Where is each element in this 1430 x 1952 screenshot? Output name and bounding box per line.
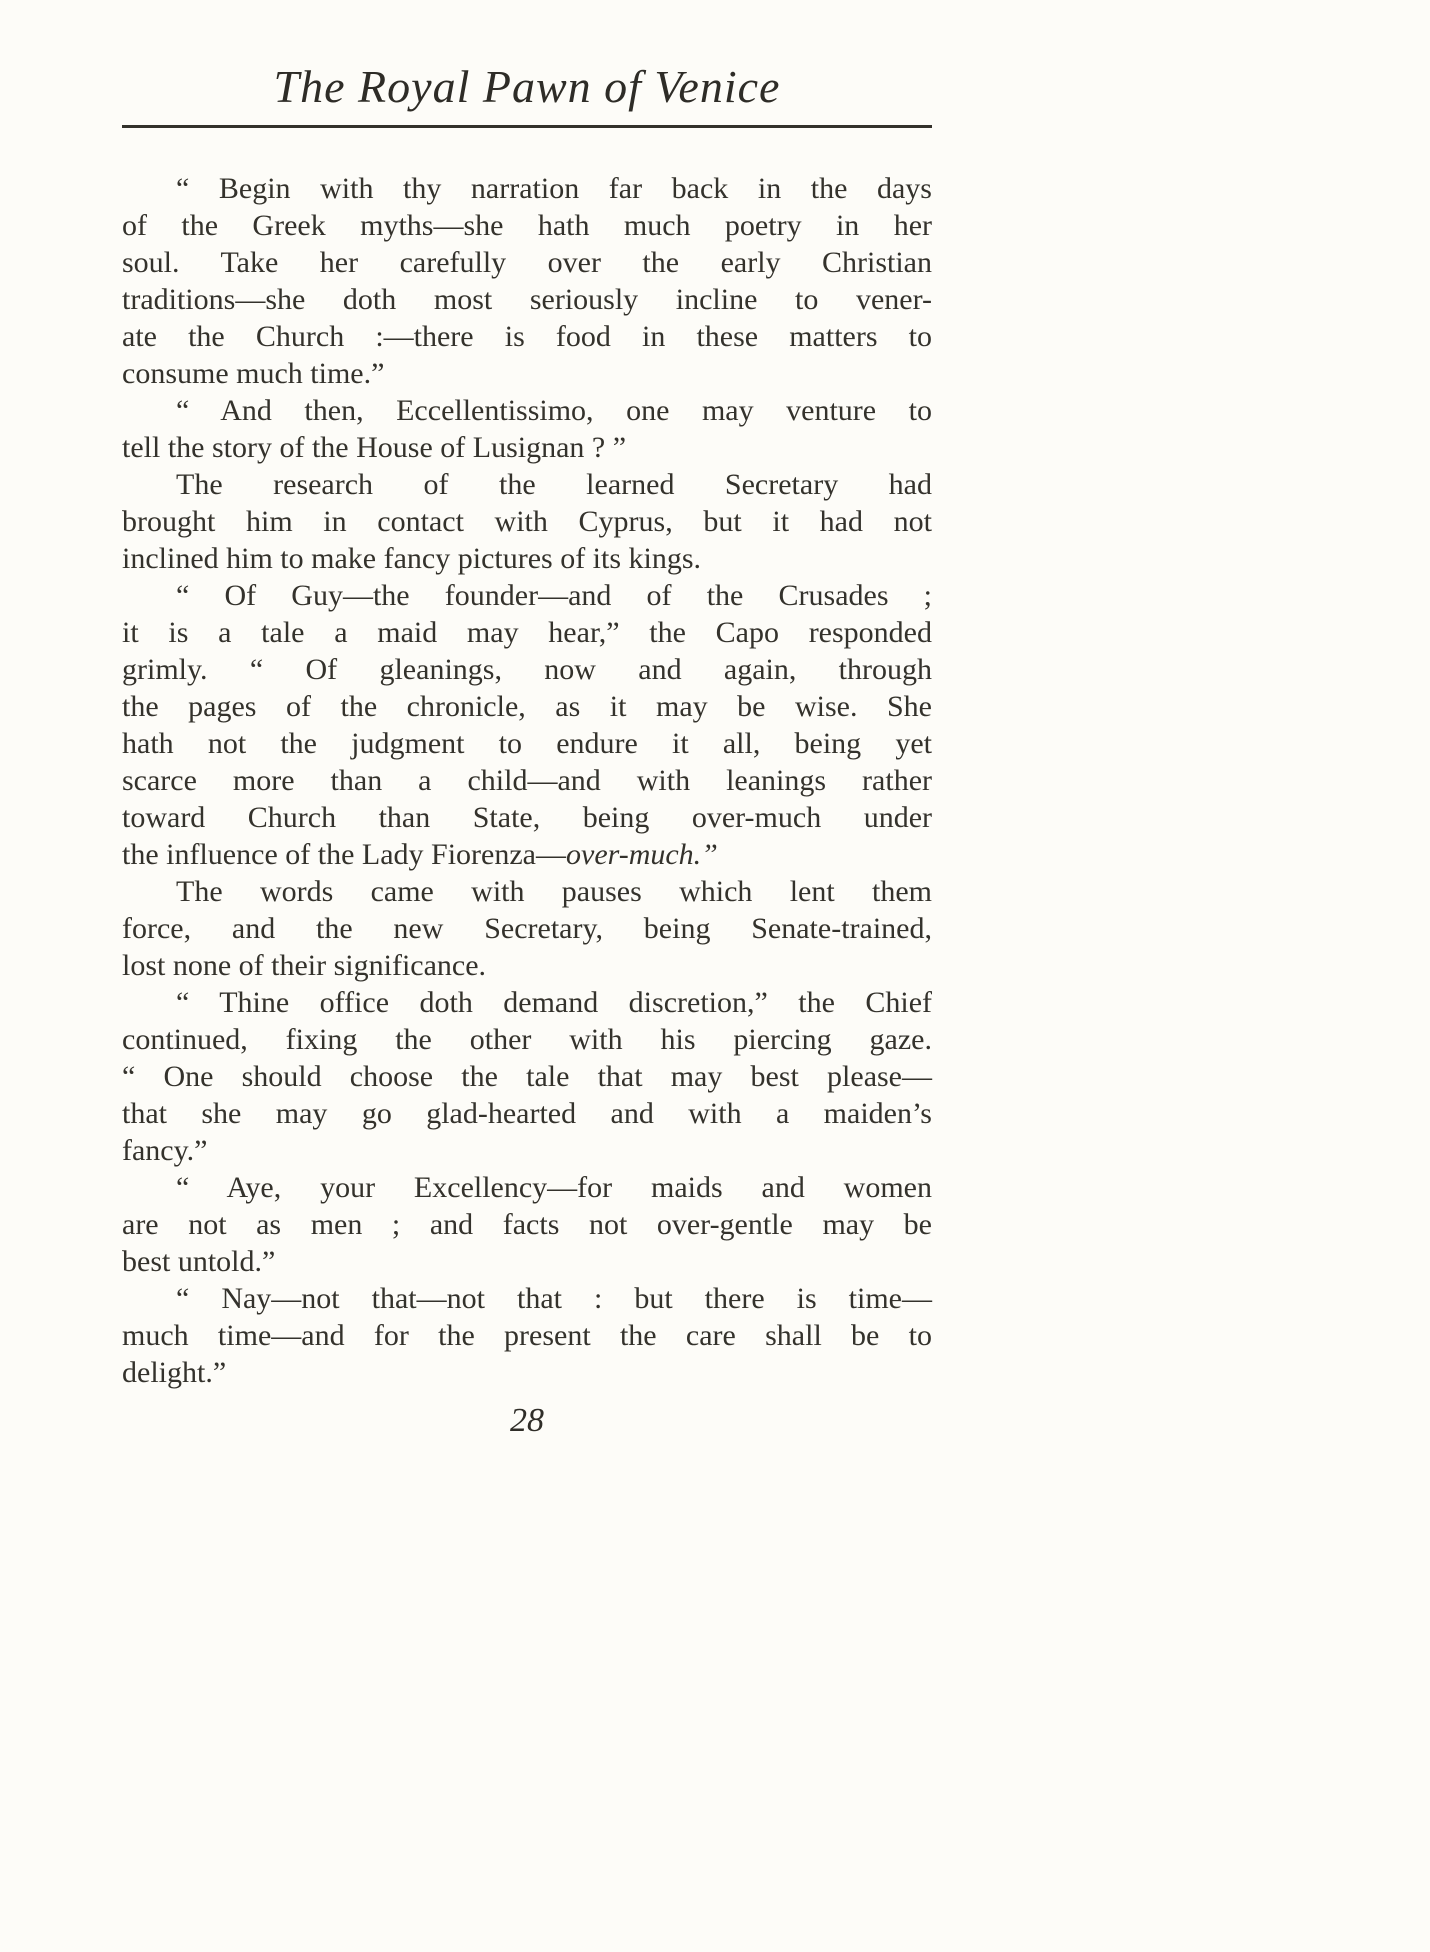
text-run: The words came with pauses which lent them bbox=[176, 875, 932, 908]
text-line bbox=[122, 688, 932, 725]
text-line bbox=[122, 651, 932, 688]
text-line bbox=[122, 1206, 932, 1243]
text-run: “ Begin with thy narration far back in the days bbox=[176, 172, 932, 205]
paragraph bbox=[122, 466, 932, 577]
text-line bbox=[122, 281, 932, 318]
text-line bbox=[122, 873, 932, 910]
text-run: The research of the learned Secretary had bbox=[176, 468, 932, 501]
text-run: continued, fixing the other with his piercing gaze. bbox=[122, 1023, 932, 1056]
text-run: force, and the new Secretary, being Senate-trained, bbox=[122, 912, 932, 945]
paragraph bbox=[122, 1280, 932, 1391]
text-run: “ One should choose the tale that may best please— bbox=[122, 1060, 932, 1093]
text-line bbox=[122, 392, 932, 429]
text-run: tell the story of the House of Lusignan ? ” bbox=[122, 431, 627, 464]
page-header bbox=[122, 60, 932, 128]
text-run: scarce more than a child—and with leanings rather bbox=[122, 764, 932, 797]
text-run: inclined him to make fancy pictures of its kings. bbox=[122, 542, 702, 575]
text-line bbox=[122, 799, 932, 836]
text-line bbox=[122, 170, 932, 207]
text-run: it is a tale a maid may hear,” the Capo responded bbox=[122, 616, 932, 649]
text-line bbox=[122, 540, 932, 577]
page-body bbox=[122, 170, 932, 1391]
text-run: much time—and for the present the care shall be to bbox=[122, 1319, 932, 1352]
text-line bbox=[122, 1280, 932, 1317]
header-rule bbox=[122, 125, 932, 128]
paragraph bbox=[122, 392, 932, 466]
text-block bbox=[122, 60, 932, 1391]
text-run: “ Of Guy—the founder—and of the Crusades ; bbox=[176, 579, 932, 612]
italic-text-run: over-much.” bbox=[566, 838, 718, 871]
text-run: consume much time.” bbox=[122, 357, 385, 390]
text-line bbox=[122, 1243, 932, 1280]
text-run: best untold.” bbox=[122, 1245, 276, 1278]
text-line bbox=[122, 836, 932, 873]
text-line bbox=[122, 244, 932, 281]
text-run: lost none of their significance. bbox=[122, 949, 487, 982]
text-line bbox=[122, 947, 932, 984]
text-run: toward Church than State, being over-much under bbox=[122, 801, 932, 834]
text-line bbox=[122, 207, 932, 244]
text-line bbox=[122, 503, 932, 540]
text-run: the pages of the chronicle, as it may be wise. She bbox=[122, 690, 932, 723]
text-line bbox=[122, 1354, 932, 1391]
text-line bbox=[122, 1132, 932, 1169]
text-line bbox=[122, 466, 932, 503]
text-line bbox=[122, 1317, 932, 1354]
text-run: traditions—she doth most seriously incline to vener- bbox=[122, 283, 932, 316]
text-line bbox=[122, 355, 932, 392]
text-line bbox=[122, 1058, 932, 1095]
text-line bbox=[122, 318, 932, 355]
paragraph bbox=[122, 873, 932, 984]
text-run: hath not the judgment to endure it all, being yet bbox=[122, 727, 932, 760]
page-number: 28 bbox=[510, 1402, 544, 1439]
text-line bbox=[122, 762, 932, 799]
text-line bbox=[122, 614, 932, 651]
paragraph bbox=[122, 170, 932, 392]
text-run: the influence of the Lady Fiorenza— bbox=[122, 838, 566, 871]
text-run: of the Greek myths—she hath much poetry in her bbox=[122, 209, 932, 242]
text-line bbox=[122, 429, 932, 466]
text-line bbox=[122, 910, 932, 947]
paragraph bbox=[122, 1169, 932, 1280]
text-line bbox=[122, 1021, 932, 1058]
text-run: “ Nay—not that—not that : but there is time— bbox=[176, 1282, 932, 1315]
text-line bbox=[122, 984, 932, 1021]
text-line bbox=[122, 725, 932, 762]
text-run: that she may go glad-hearted and with a maiden’s bbox=[122, 1097, 932, 1130]
text-line bbox=[122, 577, 932, 614]
text-line bbox=[122, 1095, 932, 1132]
text-line bbox=[122, 1169, 932, 1206]
text-run: “ Aye, your Excellency—for maids and women bbox=[176, 1171, 932, 1204]
text-run: grimly. “ Of gleanings, now and again, through bbox=[122, 653, 932, 686]
text-run: “ Thine office doth demand discretion,” the Chief bbox=[176, 986, 932, 1019]
text-run: brought him in contact with Cyprus, but it had not bbox=[122, 505, 932, 538]
text-run: are not as men ; and facts not over-gentle may be bbox=[122, 1208, 932, 1241]
text-run: soul. Take her carefully over the early Christian bbox=[122, 246, 932, 279]
paragraph bbox=[122, 984, 932, 1169]
text-run: “ And then, Eccellentissimo, one may venture to bbox=[176, 394, 932, 427]
paragraph bbox=[122, 577, 932, 873]
page-title: The Royal Pawn of Venice bbox=[273, 61, 781, 112]
text-run: ate the Church :—there is food in these matters to bbox=[122, 320, 932, 353]
text-run: delight.” bbox=[122, 1356, 227, 1389]
text-run: fancy.” bbox=[122, 1134, 208, 1167]
